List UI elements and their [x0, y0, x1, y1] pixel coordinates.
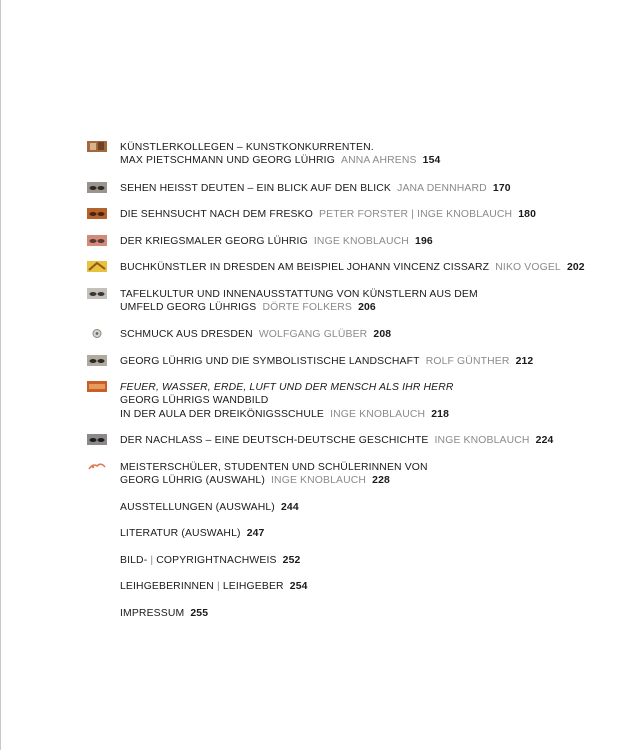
entry-page-number: 206: [358, 302, 376, 314]
author-separator: |: [411, 209, 415, 220]
toc-entry[interactable]: [87, 261, 585, 274]
entry-page-number: 218: [431, 408, 450, 420]
thumbnail-jewelry-icon: [87, 328, 107, 339]
thumbnail-artwork-icon: [87, 381, 107, 392]
entry-author: NIKO VOGEL: [495, 262, 561, 273]
entry-page-number: 244: [281, 502, 299, 513]
entry-title-line: LITERATUR (AUSWAHL): [120, 528, 241, 539]
entry-title-line: LEIHGEBER: [222, 581, 284, 592]
entry-page-number: 180: [518, 209, 537, 220]
thumbnail-eyes-icon: [87, 208, 107, 219]
toc-entry[interactable]: [87, 182, 511, 195]
page-left-edge: [0, 0, 1, 750]
entry-title-line: UMFELD GEORG LÜHRIGS: [120, 302, 257, 314]
thumbnail-eyes-icon: [87, 355, 107, 366]
entry-author: INGE KNOBLAUCH: [271, 475, 367, 487]
entry-title-line: MAX PIETSCHMANN UND GEORG LÜHRIG: [120, 155, 335, 167]
entry-title-line: DER NACHLASS – EINE DEUTSCH-DEUTSCHE GESCHICHTE: [120, 435, 429, 446]
toc-entry[interactable]: [87, 288, 478, 315]
entry-author: DÖRTE FOLKERS: [262, 302, 352, 314]
toc-entry[interactable]: [87, 381, 454, 421]
entry-title-line: IN DER AULA DER DREIKÖNIGSSCHULE: [120, 408, 325, 420]
entry-title-line: DIE SEHNSUCHT NACH DEM FRESKO: [120, 209, 313, 220]
entry-author: ROLF GÜNTHER: [425, 356, 510, 367]
entry-title-line: TAFELKULTUR UND INNENAUSSTATTUNG VON KÜNSTLERN AUS DEM: [120, 289, 478, 300]
entry-title-line: BILD-: [120, 555, 148, 566]
toc-entry[interactable]: [87, 208, 536, 221]
title-separator: |: [150, 555, 154, 566]
toc-entry[interactable]: [87, 580, 308, 593]
entry-page-number: 154: [422, 155, 441, 167]
thumbnail-artwork-icon: [87, 141, 107, 152]
entry-author: INGE KNOBLAUCH: [417, 209, 513, 220]
entry-page-number: 170: [492, 183, 511, 194]
entry-title-line: SCHMUCK AUS DRESDEN: [120, 329, 253, 340]
entry-title-line: KÜNSTLERKOLLEGEN – KUNSTKONKURRENTEN.: [120, 142, 374, 153]
entry-title-line: IMPRESSUM: [120, 608, 185, 619]
entry-author: WOLFGANG GLÜBER: [258, 329, 368, 340]
entry-title-line: MEISTERSCHÜLER, STUDENTEN UND SCHÜLERINNEN VON: [120, 462, 428, 473]
entry-title-line: AUSSTELLUNGEN (AUSWAHL): [120, 502, 275, 513]
entry-page-number: 252: [282, 555, 301, 566]
entry-page-number: 202: [566, 262, 585, 273]
thumbnail-eyes-icon: [87, 182, 107, 193]
toc-entry[interactable]: [87, 607, 208, 620]
entry-title-line: GEORG LÜHRIG (AUSWAHL): [120, 475, 265, 487]
entry-title-line: SEHEN HEISST DEUTEN – EIN BLICK AUF DEN BLICK: [120, 183, 392, 194]
entry-author: JANA DENNHARD: [397, 183, 487, 194]
entry-page-number: 255: [190, 608, 209, 619]
toc-entry[interactable]: [87, 527, 265, 540]
thumbnail-eyes-icon: [87, 288, 107, 299]
toc-entry[interactable]: [87, 434, 553, 447]
entry-title-line: FEUER, WASSER, ERDE, LUFT UND DER MENSCH ALS IHR HERR: [120, 382, 454, 393]
thumbnail-eyes-icon: [87, 235, 107, 246]
entry-title-line: GEORG LÜHRIG UND DIE SYMBOLISTISCHE LANDSCHAFT: [120, 356, 420, 367]
toc-entry[interactable]: [87, 235, 433, 248]
entry-page-number: 254: [289, 581, 308, 592]
entry-author: INGE KNOBLAUCH: [313, 236, 409, 247]
entry-title-line: COPYRIGHTNACHWEIS: [156, 555, 277, 566]
title-separator: |: [216, 581, 220, 592]
entry-page-number: 224: [535, 435, 554, 446]
entry-title-line: BUCHKÜNSTLER IN DRESDEN AM BEISPIEL JOHANN VINCENZ CISSARZ: [120, 262, 490, 273]
entry-author: ANNA AHRENS: [341, 155, 417, 167]
entry-author: PETER FORSTER: [319, 209, 409, 220]
toc-entry[interactable]: [87, 554, 300, 567]
entry-page-number: 196: [415, 236, 433, 247]
toc-entry[interactable]: [87, 501, 299, 514]
toc-entry[interactable]: [87, 328, 391, 341]
thumbnail-artwork-icon: [87, 261, 107, 272]
entry-page-number: 228: [372, 475, 390, 487]
entry-page-number: 212: [515, 356, 534, 367]
entry-page-number: 208: [373, 329, 392, 340]
toc-entry[interactable]: [87, 355, 533, 368]
toc-entry[interactable]: [87, 141, 440, 168]
entry-title-line: LEIHGEBERINNEN: [120, 581, 214, 592]
entry-author: INGE KNOBLAUCH: [330, 408, 426, 420]
toc-entry[interactable]: [87, 461, 428, 488]
entry-title-line: DER KRIEGSMALER GEORG LÜHRIG: [120, 236, 308, 247]
thumbnail-eyes-icon: [87, 434, 107, 445]
entry-title-line: GEORG LÜHRIGS WANDBILD: [120, 395, 269, 407]
entry-page-number: 247: [246, 528, 265, 539]
entry-author: INGE KNOBLAUCH: [434, 435, 530, 446]
thumbnail-hand-icon: [87, 461, 107, 472]
